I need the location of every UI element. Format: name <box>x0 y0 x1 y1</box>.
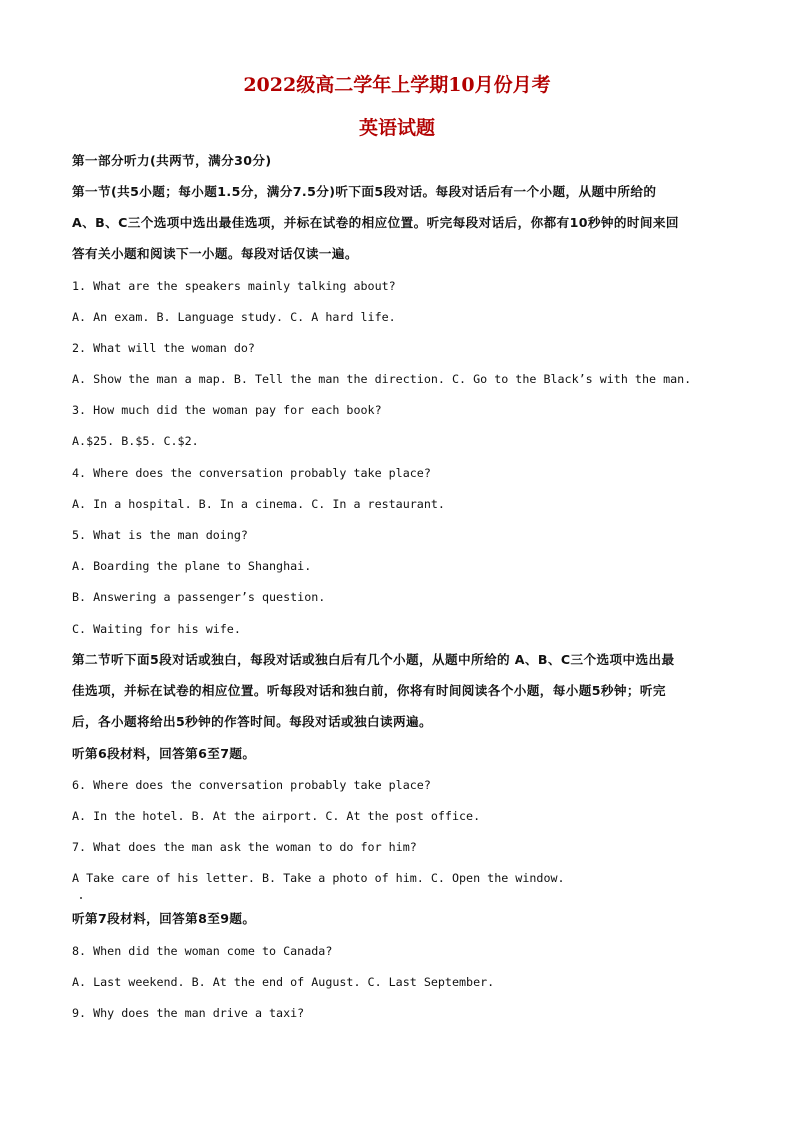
question-5-option-b: B. Answering a passenger’s question. <box>72 590 326 604</box>
question-6-options: A. In the hotel. B. At the airport. C. At the post office. <box>72 809 481 823</box>
question-7-options: A Take care of his letter. B. Take a photo of him. C. Open the window. <box>72 871 565 885</box>
exam-subtitle: 英语试题 <box>358 117 435 139</box>
question-5: 5. What is the man doing? <box>72 528 248 542</box>
question-1: 1. What are the speakers mainly talking about? <box>72 279 396 293</box>
part-one-heading: 第一部分听力(共两节，满分30分) <box>72 153 272 168</box>
section-one-instructions-line-3: 答有关小题和阅读下一小题。每段对话仅读一遍。 <box>72 246 358 261</box>
question-9: 9. Why does the man drive a taxi? <box>72 1006 305 1020</box>
section-two-instructions-line-2: 佳选项，并标在试卷的相应位置。听每段对话和独白前，你将有时间阅读各个小题，每小题5秒钟；听完 <box>72 683 666 698</box>
question-2: 2. What will the woman do? <box>72 341 255 355</box>
exam-title: 2022级高二学年上学期10月份月考 <box>243 74 551 96</box>
question-5-option-a: A. Boarding the plane to Shanghai. <box>72 559 312 573</box>
stray-dot-mark <box>80 897 82 899</box>
question-1-options: A. An exam. B. Language study. C. A hard life. <box>72 310 396 324</box>
question-3: 3. How much did the woman pay for each book? <box>72 403 382 417</box>
section-one-instructions-line-1: 第一节(共5小题；每小题1.5分，满分7.5分)听下面5段对话。每段对话后有一个小题，从题中所给的 <box>72 184 657 199</box>
section-one-instructions-line-2: A、B、C三个选项中选出最佳选项，并标在试卷的相应位置。听完每段对话后，你都有10秒钟的时间来回 <box>72 215 679 230</box>
material-7-heading: 听第7段材料，回答第8至9题。 <box>72 911 256 926</box>
question-7: 7. What does the man ask the woman to do for him? <box>72 840 417 854</box>
question-3-options: A.$25. B.$5. C.$2. <box>72 434 199 448</box>
question-5-option-c: C. Waiting for his wife. <box>72 622 241 636</box>
question-8-options: A. Last weekend. B. At the end of August. C. Last September. <box>72 975 495 989</box>
question-4: 4. Where does the conversation probably take place? <box>72 466 431 480</box>
question-8: 8. When did the woman come to Canada? <box>72 944 333 958</box>
question-4-options: A. In a hospital. B. In a cinema. C. In a restaurant. <box>72 497 445 511</box>
section-two-instructions-line-1: 第二节听下面5段对话或独白，每段对话或独白后有几个小题，从题中所给的 A、B、C三个选项中选出最 <box>72 652 675 667</box>
material-6-heading: 听第6段材料，回答第6至7题。 <box>72 746 256 761</box>
question-6: 6. Where does the conversation probably take place? <box>72 778 431 792</box>
section-two-instructions-line-3: 后，各小题将给出5秒钟的作答时间。每段对话或独白读两遍。 <box>72 714 432 729</box>
question-2-options: A. Show the man a map. B. Tell the man the direction. C. Go to the Black’s with the man. <box>72 372 692 386</box>
